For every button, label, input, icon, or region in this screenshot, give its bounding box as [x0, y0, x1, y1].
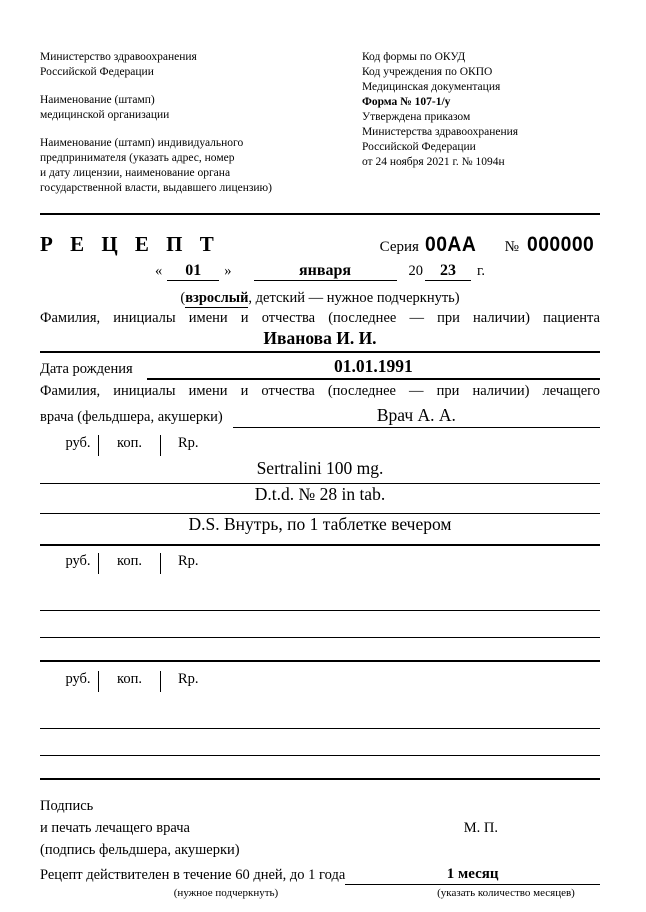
doctor-name-field[interactable]: Врач А. А.: [233, 405, 600, 428]
rp-label: Rp.: [178, 671, 199, 687]
rp-label: Rp.: [178, 553, 199, 569]
underline-hint: (нужное подчеркнуть): [173, 887, 279, 899]
patient-name-field[interactable]: Иванова И. И.: [40, 328, 600, 353]
spacer: [40, 435, 58, 456]
ministry-line-2: Российской Федерации: [40, 66, 154, 78]
rub-kop-rp-row-2: [40, 553, 600, 574]
form-number-label: Форма № 107-1/у: [361, 96, 451, 108]
adult-option-underlined[interactable]: взрослый: [185, 290, 249, 306]
org-stamp-line-2: медицинской организации: [40, 109, 170, 121]
year-field[interactable]: 23: [425, 262, 471, 281]
series-value: 00AA: [424, 233, 477, 256]
rx-line-drug[interactable]: Sertralini 100 mg.: [40, 458, 600, 484]
rub-kop-rp-row-1: [40, 435, 600, 456]
rx-empty-line[interactable]: [40, 638, 600, 662]
medical-doc-label: Медицинская документация: [361, 81, 501, 93]
entrepreneur-stamp-line-2: предпринимателя (указать адрес, номер: [40, 152, 235, 164]
months-count-hint: (указать количество месяцев): [437, 887, 575, 899]
signature-block: [40, 795, 600, 861]
doctor-row: [40, 405, 600, 428]
dob-field[interactable]: 01.01.1991: [147, 356, 600, 380]
okpo-code-label: Код учреждения по ОКПО: [361, 66, 493, 78]
entrepreneur-stamp-line-1: Наименование (штамп) индивидуального: [40, 137, 244, 149]
doctor-label-line1: Фамилия, инициалы имени и отчества (последнее — при наличии) лечащего: [40, 383, 600, 399]
stamp-place-label: М. П.: [463, 820, 498, 836]
number-value: 000000: [526, 233, 595, 256]
rx-empty-line[interactable]: [40, 611, 600, 638]
rub-label: руб.: [65, 671, 91, 687]
dob-label: Дата рождения: [40, 361, 133, 377]
rp-label: Rp.: [178, 435, 199, 451]
header-right-block: [362, 50, 600, 196]
serial-group: [380, 233, 600, 257]
number-sign: №: [504, 239, 519, 255]
rx-line-signatura[interactable]: D.S. Внутрь, по 1 таблетке вечером: [40, 514, 600, 546]
rub-label: руб.: [65, 435, 91, 451]
day-field[interactable]: 01: [167, 262, 219, 281]
rx-empty-line[interactable]: [40, 756, 600, 780]
validity-hints-row: [40, 887, 600, 899]
rx-empty-line[interactable]: [40, 729, 600, 756]
approved-line-2: Министерства здравоохранения: [361, 126, 519, 138]
org-stamp-line-1: Наименование (штамп): [40, 94, 155, 106]
spacer: [40, 553, 58, 574]
doctor-label-line2: врача (фельдшера, акушерки): [40, 409, 223, 425]
kop-label: коп.: [117, 671, 142, 687]
close-quote: »: [224, 263, 232, 279]
approved-line-1: Утверждена приказом: [361, 111, 471, 123]
paren-open: (: [180, 290, 186, 306]
year-suffix: г.: [477, 263, 485, 279]
series-label: Серия: [379, 239, 419, 255]
signature-label-line2: и печать лечащего врача: [40, 820, 190, 836]
open-quote: «: [155, 263, 163, 279]
signature-row: [40, 817, 600, 839]
title-row: [40, 232, 600, 257]
century-prefix: 20: [408, 263, 424, 279]
spacer: [40, 671, 58, 692]
validity-months-field[interactable]: 1 месяц: [345, 866, 600, 885]
signature-label-line3: (подпись фельдшера, акушерки): [40, 842, 240, 858]
order-date-line: от 24 ноября 2021 г. № 1094н: [361, 156, 505, 168]
date-row: [40, 262, 600, 281]
rx-line-dtd[interactable]: D.t.d. № 28 in tab.: [40, 484, 600, 514]
header-left-block: [40, 50, 362, 196]
rub-label: руб.: [65, 553, 91, 569]
validity-label: Рецепт действителен в течение 60 дней, до 1 года: [40, 867, 346, 883]
header-separator-rule: [40, 213, 600, 215]
ministry-line-1: Министерство здравоохранения: [40, 51, 197, 63]
rx-empty-line[interactable]: [40, 574, 600, 611]
entrepreneur-stamp-line-3: и дату лицензии, наименование органа: [40, 167, 231, 179]
month-field[interactable]: января: [254, 262, 397, 281]
rub-kop-rp-row-3: [40, 671, 600, 692]
patient-label: Фамилия, инициалы имени и отчества (последнее — при наличии) пациента: [40, 310, 600, 326]
entrepreneur-stamp-line-4: государственной власти, выдавшего лицензию): [40, 182, 272, 194]
rx-empty-line[interactable]: [40, 692, 600, 729]
dob-row: [40, 356, 600, 380]
approved-line-3: Российской Федерации: [361, 141, 476, 153]
kop-label: коп.: [117, 553, 142, 569]
okud-code-label: Код формы по ОКУД: [361, 51, 466, 63]
form-header: [40, 50, 600, 196]
adult-child-row: [40, 290, 600, 307]
signature-label-line1: Подпись: [40, 798, 94, 814]
form-title: Р Е Ц Е П Т: [40, 232, 220, 256]
kop-label: коп.: [117, 435, 142, 451]
child-option-text: , детский — нужное подчеркнуть): [248, 290, 460, 306]
validity-row: [40, 866, 600, 885]
